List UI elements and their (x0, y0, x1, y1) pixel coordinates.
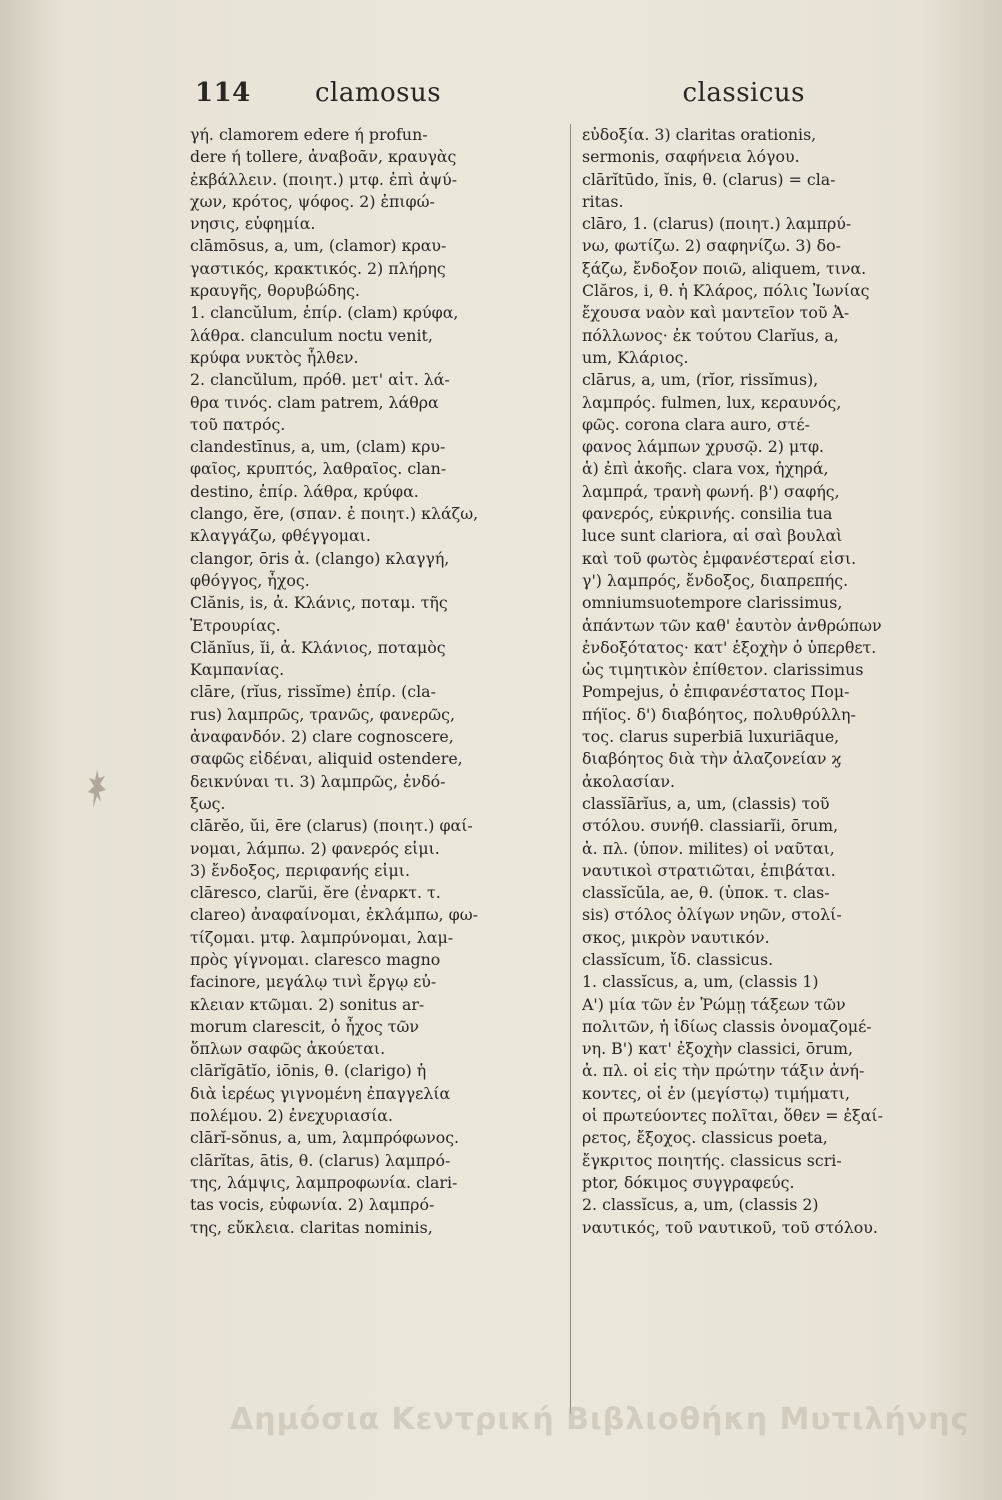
dictionary-entry (582, 280, 954, 369)
entry-line: classĭcŭla, ae, θ. (ὑποκ. τ. clas- (582, 883, 830, 903)
entry-line: λαμπρός. fulmen, lux, κεραυνός, (582, 392, 842, 412)
entry-line: clango, ĕre, (σπαν. ἐ ποιητ.) κλάζω, (190, 504, 479, 524)
entry-line: σαφῶς εἰδέναι, aliquid ostendere, (190, 749, 463, 769)
entry-line: ritas. (582, 191, 624, 211)
entry-line: facinore, μεγάλῳ τινὶ ἔργῳ εὐ- (190, 972, 437, 992)
dictionary-entry (582, 213, 954, 280)
entry-line: κοντες, οἱ ἐν (μεγίστῳ) τιμήματι, (582, 1083, 851, 1103)
entry-line: νω, φωτίζω. 2) σαφηνίζω. 3) δο- (582, 236, 841, 256)
entry-line: um, Κλάριος. (582, 347, 689, 367)
entry-line: λάθρα. clanculum noctu venit, (190, 325, 433, 345)
entry-line: ptor, δόκιμος συγγραφεύς. (582, 1172, 795, 1192)
library-watermark: Δημόσια Κεντρική Βιβλιοθήκη Μυτιλήνης (230, 1402, 970, 1437)
entry-line: φῶς. corona clara auro, στέ- (582, 414, 810, 434)
entry-line: ὡς τιμητικὸν ἐπίθετον. clarissimus (582, 660, 864, 680)
entry-line: στόλου. συνήθ. classiarĭi, ōrum, (582, 816, 839, 836)
dictionary-entry (190, 436, 562, 503)
entry-line: ἐκβάλλειν. (ποιητ.) μτφ. ἐπὶ ἀψύ- (190, 169, 458, 189)
entry-line: ἔγκριτος ποιητής. classicus scri- (582, 1150, 842, 1170)
dictionary-entry (190, 548, 562, 593)
entry-line: ξως. (190, 793, 226, 813)
dictionary-entry (190, 681, 562, 815)
entry-line: ρετος, ἔξοχος. classicus poeta, (582, 1128, 828, 1148)
left-guide-word: clamosus (315, 78, 442, 108)
entry-line: κραυγῆς, θορυβώδης. (190, 281, 360, 301)
entry-line: sis) στόλος ὀλίγων νηῶν, στολί- (582, 905, 842, 925)
entry-line: clārĭtas, ātis, θ. (clarus) λαμπρό- (190, 1150, 451, 1170)
dictionary-entry (582, 369, 954, 793)
entry-line: πήϊος. δ') διαβόητος, πολυθρύλλη- (582, 704, 856, 724)
dictionary-entry (190, 815, 562, 882)
entry-line: clārĭ-sŏnus, a, um, λαμπρόφωνος. (190, 1128, 460, 1148)
entry-line: clārĕo, ŭi, ēre (clarus) (ποιητ.) φαί- (190, 816, 473, 836)
dictionary-entry (582, 971, 954, 1194)
entry-line: φανος λάμπων χρυσῷ. 2) μτφ. (582, 437, 825, 457)
dictionary-entry (190, 637, 562, 682)
entry-line: 3) ἔνδοξος, περιφανής εἰμι. (190, 860, 411, 880)
entry-line: τίζομαι. μτφ. λαμπρύνομαι, λαμ- (190, 927, 454, 947)
entry-line: νη. Β') κατ' ἐξοχὴν classici, ōrum, (582, 1039, 853, 1059)
entry-line: γ') λαμπρός, ἔνδοξος, διαπρεπής. (582, 570, 849, 590)
entry-line: 2. classĭcus, a, um, (classis 2) (582, 1195, 819, 1215)
dictionary-entry (582, 124, 954, 169)
dictionary-entry (582, 882, 954, 949)
entry-line: θρα τινός. clam patrem, λάθρα (190, 392, 439, 412)
entry-line: Clăros, i, θ. ἡ Κλάρος, πόλις Ἰωνίας (582, 281, 870, 301)
dictionary-entry (582, 169, 954, 214)
dictionary-entry (190, 1060, 562, 1127)
entry-line: κλαγγάζω, φθέγγομαι. (190, 526, 371, 546)
entry-line: ξάζω, ἔνδοξον ποιῶ, aliquem, τινα. (582, 258, 867, 278)
entry-line: Clănĭus, ĭi, ἀ. Κλάνιος, ποταμὸς (190, 637, 446, 657)
entry-line: 1. classĭcus, a, um, (classis 1) (582, 972, 819, 992)
entry-line: σκος, μικρὸν ναυτικόν. (582, 927, 770, 947)
dictionary-entry (582, 949, 954, 971)
entry-line: νησις, εὐφημία. (190, 214, 316, 234)
entry-line: διαβόητος διὰ τὴν ἀλαζονείαν ϗ (582, 749, 842, 769)
margin-ornament-icon (86, 768, 108, 810)
dictionary-entry (190, 124, 562, 235)
right-column (582, 124, 954, 1414)
entry-line: γή. clamorem edere ή profun- (190, 125, 428, 144)
dictionary-entry (582, 793, 954, 882)
entry-line: classĭārĭus, a, um, (classis) τοῦ (582, 793, 830, 813)
page-number: 114 (195, 78, 251, 108)
entry-line: φαῖος, κρυπτός, λαθραῖος. clan- (190, 459, 447, 479)
entry-line: ἀκολασίαν. (582, 771, 675, 791)
entry-line: πολιτῶν, ἡ ἰδίως classis ὀνομαζομέ- (582, 1016, 872, 1036)
entry-line: λαμπρά, τρανὴ φωνή. β') σαφής, (582, 481, 840, 501)
entry-line: 1. clancŭlum, ἐπίρ. (clam) κρύφα, (190, 303, 459, 323)
entry-line: clareo) ἀναφαίνομαι, ἐκλάμπω, φω- (190, 905, 478, 925)
entry-line: πρὸς γίγνομαι. claresco magno (190, 949, 441, 969)
entry-line: φθόγγος, ἦχος. (190, 570, 310, 590)
entry-line: dere ή tollere, ἀναβοᾶν, κραυγὰς (190, 147, 457, 167)
entry-line: ἀναφανδόν. 2) clare cognoscere, (190, 727, 454, 747)
entry-line: δεικνύναι τι. 3) λαμπρῶς, ἐνδό- (190, 771, 446, 791)
entry-line: sermonis, σαφήνεια λόγου. (582, 147, 800, 167)
entry-line: καὶ τοῦ φωτὸς ἐμφανέστεραί εἰσι. (582, 548, 857, 568)
entry-line: clandestīnus, a, um, (clam) κρυ- (190, 437, 446, 457)
entry-line: clāmōsus, a, um, (clamor) κραυ- (190, 236, 447, 256)
entry-line: πόλλωνος· ἐκ τούτου Clarĭus, a, (582, 325, 839, 345)
dictionary-entry (190, 235, 562, 302)
entry-line: clārĭgātĭo, iōnis, θ. (clarigo) ἡ (190, 1061, 427, 1081)
entry-line: clārus, a, um, (rĭor, rissĭmus), (582, 370, 819, 390)
entry-line: destino, ἐπίρ. λάθρα, κρύφα. (190, 481, 419, 501)
entry-line: clangor, ōris ἀ. (clango) κλαγγή, (190, 548, 450, 568)
dictionary-entry (190, 1150, 562, 1239)
entry-line: φανερός, εὐκρινής. consilia tua (582, 504, 833, 524)
entry-line: χων, κρότος, ψόφος. 2) ἐπιφώ- (190, 191, 435, 211)
entry-line: κρύφα νυκτὸς ἦλθεν. (190, 347, 359, 367)
entry-line: διὰ ἱερέως γιγνομένη ἐπαγγελία (190, 1083, 451, 1103)
dictionary-entry (582, 1194, 954, 1239)
entry-line: ἐνδοξότατος· κατ' ἐξοχὴν ὁ ὑπερθετ. (582, 637, 877, 657)
entry-line: τος. clarus superbiā luxuriāque, (582, 727, 840, 747)
entry-line: clārĭtūdo, ĭnis, θ. (clarus) = cla- (582, 169, 836, 189)
entry-line: εὐδοξία. 3) claritas orationis, (582, 125, 817, 144)
entry-line: rus) λαμπρῶς, τρανῶς, φανερῶς, (190, 704, 456, 724)
entry-line: ἀ. πλ. (ὑπον. milites) οἱ ναῦται, (582, 838, 835, 858)
entry-line: της, λάμψις, λαμπροφωνία. clari- (190, 1172, 458, 1192)
entry-line: classĭcum, ἴδ. classicus. (582, 949, 774, 969)
entry-line: γαστικός, κρακτικός. 2) πλήρης (190, 258, 446, 278)
running-head (195, 78, 805, 118)
dictionary-entry (190, 503, 562, 548)
entry-line: Clănis, is, ἀ. Κλάνις, ποταμ. τῆς (190, 593, 448, 613)
entry-line: ναυτικοὶ στρατιῶται, ἐπιβάται. (582, 860, 836, 880)
entry-line: omniumsuotempore clarissimus, (582, 593, 843, 613)
entry-line: Ἐτρουρίας. (190, 615, 281, 635)
dictionary-entry (190, 1127, 562, 1149)
entry-line: τοῦ πατρός. (190, 414, 286, 434)
left-column (190, 124, 562, 1414)
entry-line: ἁ) ἐπὶ ἀκοῆς. clara vox, ἠχηρά, (582, 459, 829, 479)
entry-line: Pompejus, ὁ ἐπιφανέστατος Πομ- (582, 682, 850, 702)
entry-line: luce sunt clariora, αἱ σαὶ βουλαὶ (582, 526, 843, 546)
entry-line: ἔχουσα ναὸν καὶ μαντεῖον τοῦ Ἀ- (582, 303, 850, 323)
column-divider (570, 124, 571, 1414)
entry-line: clāresco, clarŭi, ĕre (ἐναρκτ. τ. (190, 883, 441, 903)
entry-line: κλειαν κτῶμαι. 2) sonitus ar- (190, 994, 425, 1014)
dictionary-entry (190, 592, 562, 637)
entry-line: morum clarescit, ὁ ἦχος τῶν (190, 1016, 420, 1036)
entry-line: νομαι, λάμπω. 2) φανερός εἰμι. (190, 838, 440, 858)
entry-line: της, εὔκλεια. claritas nominis, (190, 1217, 433, 1237)
dictionary-entry (190, 369, 562, 436)
entry-line: tas vocis, εὐφωνία. 2) λαμπρό- (190, 1195, 435, 1215)
entry-line: Α') μία τῶν ἐν Ῥώμῃ τάξεων τῶν (582, 994, 846, 1014)
entry-line: ἁπάντων τῶν καθ' ἑαυτὸν ἀνθρώπων (582, 615, 882, 635)
entry-line: clāro, 1. (clarus) (ποιητ.) λαμπρύ- (582, 214, 852, 234)
entry-line: Καμπανίας. (190, 660, 285, 680)
entry-line: ὅπλων σαφῶς ἀκούεται. (190, 1039, 386, 1059)
dictionary-entry (190, 882, 562, 1060)
entry-line: 2. clancŭlum, πρόθ. μετ' αἰτ. λά- (190, 370, 450, 390)
dictionary-entry (190, 302, 562, 369)
entry-line: ναυτικός, τοῦ ναυτικοῦ, τοῦ στόλου. (582, 1217, 878, 1237)
entry-line: clāre, (rĭus, rissĭme) ἐπίρ. (cla- (190, 682, 436, 702)
right-guide-word: classicus (682, 78, 805, 108)
entry-line: πολέμου. 2) ἐνεχυριασία. (190, 1106, 393, 1126)
entry-line: ἀ. πλ. οἱ εἰς τὴν πρώτην τάξιν ἀνή- (582, 1061, 865, 1081)
entry-line: οἱ πρωτεύοντες πολῖται, ὅθεν = ἐξαί- (582, 1106, 883, 1126)
